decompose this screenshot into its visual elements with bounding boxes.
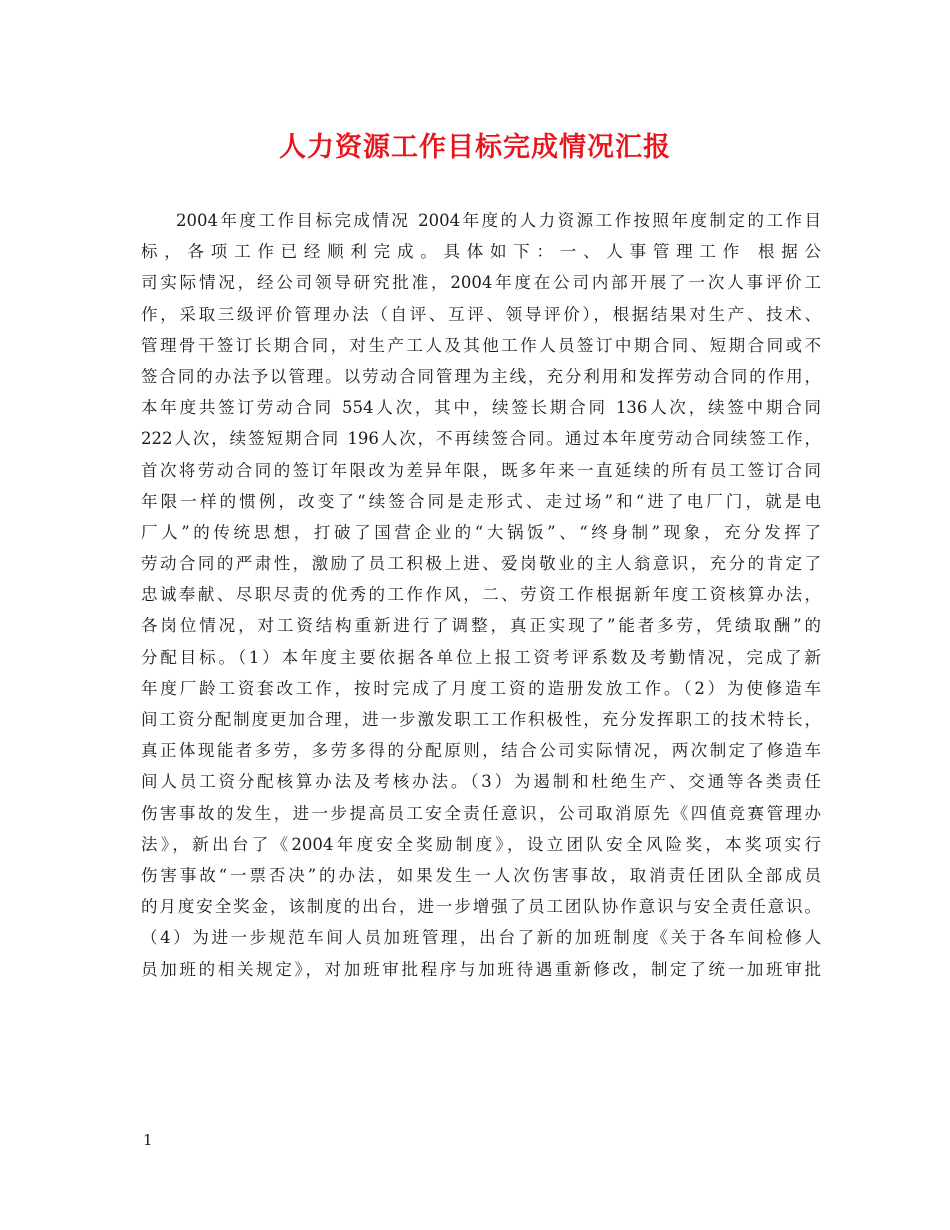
body-line: 厂人”的传统思想，打破了国营企业的“大锅饭”、“终身制”现象，充分发挥了	[141, 522, 821, 542]
body-line: 各岗位情况，对工资结构重新进行了调整，真正实现了”能者多劳，凭绩取酬”的	[141, 616, 821, 636]
body-line: 首次将劳动合同的签订年限改为差异年限，既多年来一直延续的所有员工签订合同	[141, 460, 821, 480]
body-line: 真正体现能者多劳，多劳多得的分配原则，结合公司实际情况，两次制定了修造车	[141, 741, 821, 761]
document-title: 人力资源工作目标完成情况汇报	[279, 132, 671, 163]
body-line: 伤害事故的发生，进一步提高员工安全责任意识，公司取消原先《四值竞赛管理办	[141, 803, 821, 823]
body-line: 法》，新出台了《2004年度安全奖励制度》，设立团队安全风险奖，本奖项实行	[141, 834, 821, 854]
body-line: 间工资分配制度更加合理，进一步激发职工工作积极性，充分发挥职工的技术特长，	[141, 710, 821, 729]
body-line: 2004年度工作目标完成情况 2004年度的人力资源工作按照年度制定的工作目	[176, 211, 821, 230]
body-line: 分配目标。（1）本年度主要依据各单位上报工资考评系数及考勤情况，完成了新	[141, 647, 821, 667]
document-body	[141, 205, 821, 985]
body-line: 的月度安全奖金，该制度的出台，进一步增强了员工团队协作意识与安全责任意识。	[141, 897, 821, 917]
body-line: 作，采取三级评价管理办法（自评、互评、领导评价），根据结果对生产、技术、	[141, 304, 821, 324]
body-line: 本年度共签订劳动合同 554人次，其中，续签长期合同 136人次，续签中期合同	[141, 398, 821, 418]
body-line: 222人次，续签短期合同 196人次，不再续签合同。通过本年度劳动合同续签工作，	[141, 429, 821, 449]
body-line: （4）为进一步规范车间人员加班管理，出台了新的加班制度《关于各车间检修人	[141, 928, 821, 948]
body-line: 间人员工资分配核算办法及考核办法。（3）为遏制和杜绝生产、交通等各类责任	[141, 772, 821, 792]
body-line: 司实际情况，经公司领导研究批准，2004年度在公司内部开展了一次人事评价工	[141, 273, 821, 293]
body-line: 标，各项工作已经顺利完成。具体如下：一、人事管理工作 根据公	[141, 242, 821, 262]
body-line: 签合同的办法予以管理。以劳动合同管理为主线，充分利用和发挥劳动合同的作用，	[141, 366, 821, 386]
body-line: 管理骨干签订长期合同，对生产工人及其他工作人员签订中期合同、短期合同或不	[141, 335, 821, 355]
body-line: 年度厂龄工资套改工作，按时完成了月度工资的造册发放工作。（2）为使修造车	[141, 678, 821, 698]
body-line: 劳动合同的严肃性，激励了员工积极上进、爱岗敬业的主人翁意识，充分的肯定了	[141, 554, 821, 574]
body-line: 伤害事故“一票否决”的办法，如果发生一人次伤害事故，取消责任团队全部成员	[141, 865, 821, 885]
body-line: 员加班的相关规定》，对加班审批程序与加班待遇重新修改，制定了统一加班审批	[141, 959, 821, 979]
page-number: 1	[143, 1131, 153, 1149]
body-line: 年限一样的惯例，改变了“续签合同是走形式、走过场”和“进了电厂门，就是电	[141, 491, 821, 511]
body-line: 忠诚奉献、尽职尽责的优秀的工作作风，二、劳资工作根据新年度工资核算办法，	[141, 585, 821, 605]
